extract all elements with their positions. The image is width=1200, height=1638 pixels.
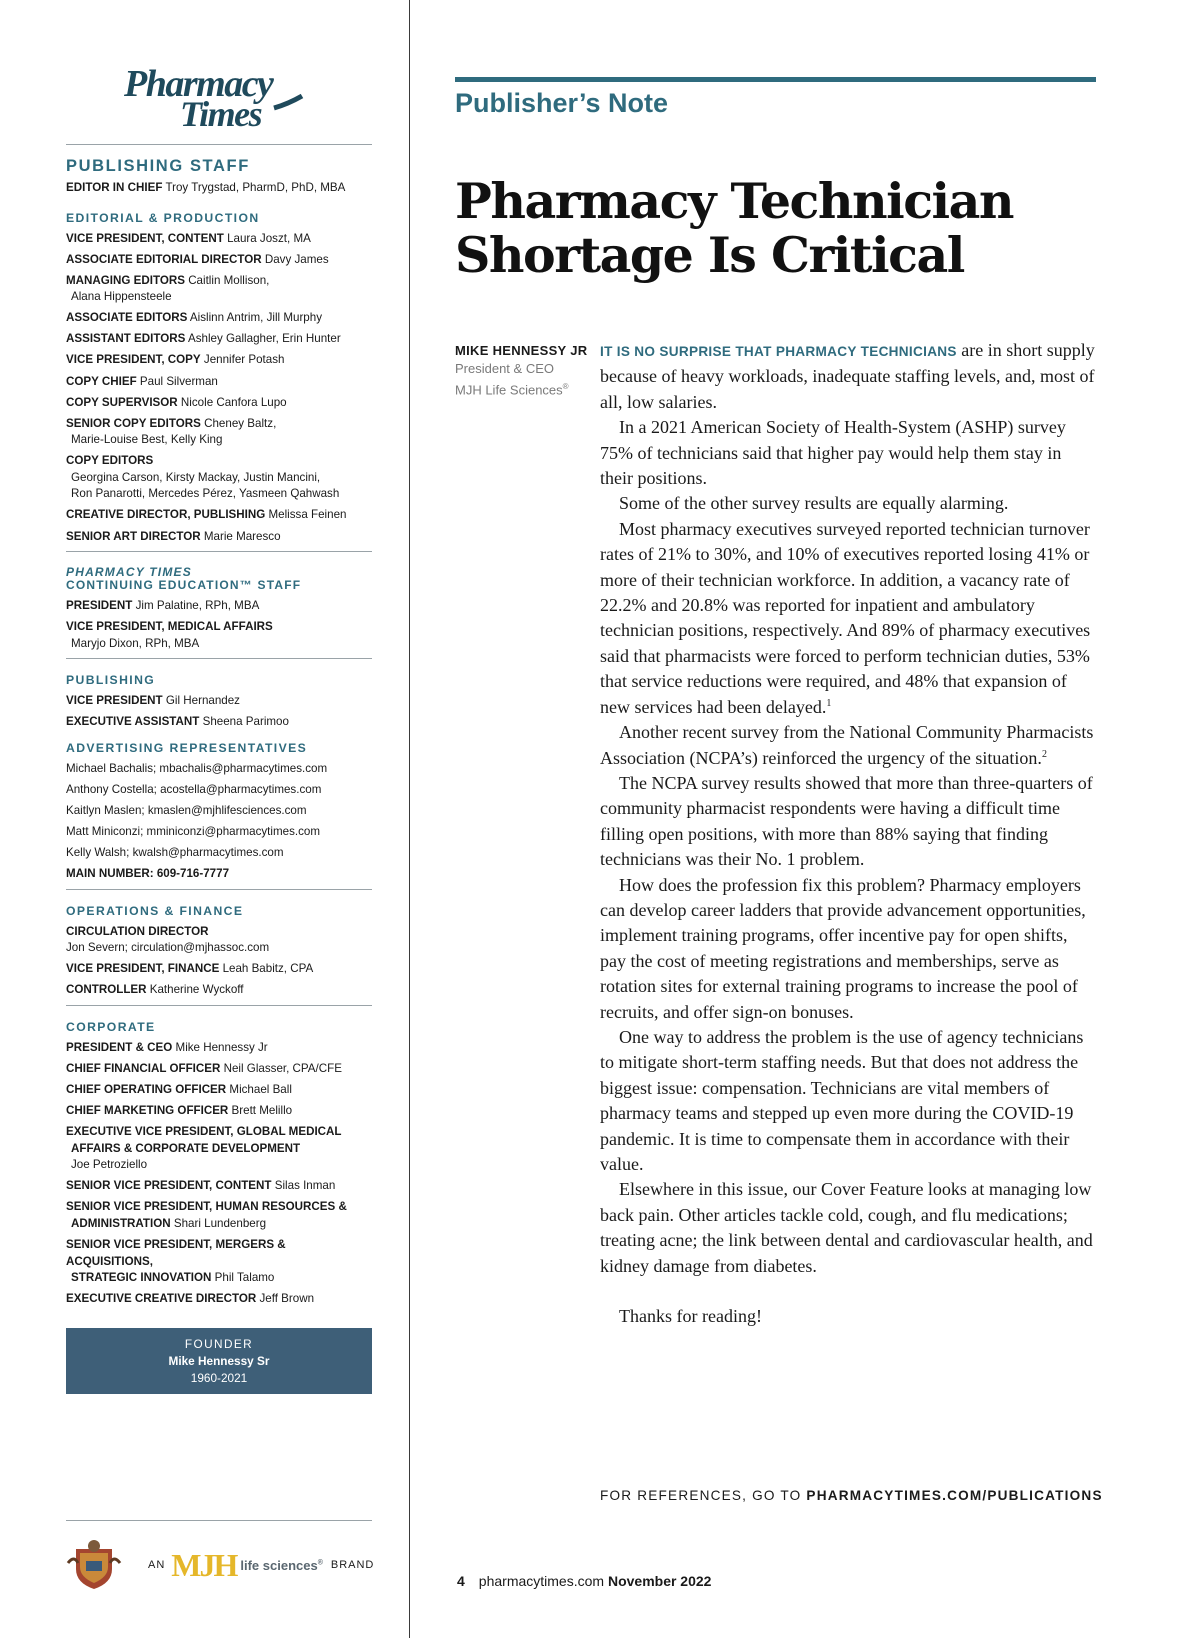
staff-entry: PRESIDENT Jim Palatine, RPh, MBA — [66, 599, 260, 613]
page-footer — [457, 1573, 711, 1589]
author-title: President & CEO — [455, 361, 554, 376]
founder-name: Mike Hennessy Sr — [168, 1353, 270, 1368]
staff-entry: VICE PRESIDENT, MEDICAL AFFAIRS Maryjo Dixon, RPh, MBA — [66, 620, 273, 650]
staff-entry: CHIEF MARKETING OFFICER Brett Melillo — [66, 1104, 293, 1118]
founder-years: 1960-2021 — [190, 1370, 248, 1385]
references-link[interactable]: PHARMACYTIMES.COM/PUBLICATIONS — [806, 1488, 1103, 1503]
staff-entry: CIRCULATION DIRECTOR Jon Severn; circulation@mjhassoc.com — [66, 924, 270, 955]
ad-rep-entry: Matt Miniconzi; mminiconzi@pharmacytimes.com — [66, 825, 321, 838]
staff-entry: EDITOR IN CHIEF Troy Trygstad, PharmD, PhD, MBA — [66, 181, 346, 194]
paragraph: Most pharmacy executives surveyed reported technician turnover rates of 21% to 30%, and 10% of executives reported losing 41% or more of their technician workforce. In addition, a vacancy rate of 22.2% and 20.8% was reported for inpatient and ambulatory technician positions, respectively. And 89% of pharmacy executives said that pharmacists were forced to perform technician duties, 53% that service reductions were required, and 48% that expansion of new services had been delayed.$^1$ — [600, 518, 1091, 717]
references-note: FOR REFERENCES, GO TO PHARMACYTIMES.COM/PUBLICATIONS — [600, 1488, 1103, 1503]
paragraph: One way to address the problem is the use of agency technicians to mitigate short-term staffing needs. But that does not address the biggest issue: compensation. Technicians are vital members of pharmacy teams and stepped up even more during the COVID-19 pandemic. It is time to compensate them in accordance with their value. — [600, 1026, 1084, 1174]
section-title: EDITORIAL & PRODUCTION — [66, 210, 260, 225]
staff-entry: COPY EDITORS Georgina Carson, Kirsty Mackay, Justin Mancini, Ron Panarotti, Mercedes Pérez, Yasmeen Qahwash — [66, 454, 340, 501]
footer-site[interactable]: pharmacytimes.com — [478, 1573, 605, 1589]
staff-entry: SENIOR VICE PRESIDENT, MERGERS & ACQUISITIONS, STRATEGIC INNOVATION Phil Talamo — [66, 1238, 286, 1285]
staff-entry: CREATIVE DIRECTOR, PUBLISHING Melissa Feinen — [66, 508, 347, 522]
paragraph: Some of the other survey results are equally alarming. — [619, 493, 1009, 514]
staff-entry: SENIOR VICE PRESIDENT, CONTENT Silas Inman — [66, 1179, 336, 1193]
brand-row — [66, 1535, 386, 1595]
reference-marker: 1 — [826, 697, 832, 709]
founder-box — [66, 1328, 372, 1394]
publishing-section — [66, 659, 372, 883]
ad-rep-entry: Michael Bachalis; mbachalis@pharmacytimes.com — [66, 761, 328, 775]
staff-entry: ASSOCIATE EDITORIAL DIRECTOR Davy James — [66, 252, 329, 266]
paragraph: In a 2021 American Society of Health-System (ASHP) survey 75% of technicians said that higher pay would help them stay in their positions. — [600, 417, 1066, 489]
vertical-divider — [409, 0, 410, 1638]
article-body — [600, 338, 1098, 1329]
author-name: MIKE HENNESSY JR — [455, 343, 588, 358]
section-title: PUBLISHING STAFF — [66, 157, 250, 175]
staff-entry: EXECUTIVE ASSISTANT Sheena Parimoo — [66, 715, 289, 729]
crest-icon — [66, 1537, 122, 1593]
founder-label: FOUNDER — [184, 1336, 254, 1351]
mjh-logo: MJH — [171, 1546, 237, 1583]
paragraph: Another recent survey from the National Community Pharmacists Association (NCPA’s) reinforced the urgency of the situation.$^2$ — [600, 722, 1094, 768]
staff-entry: EXECUTIVE VICE PRESIDENT, GLOBAL MEDICAL AFFAIRS & CORPORATE DEVELOPMENT Joe Petroziello — [66, 1125, 342, 1172]
editorial-list — [66, 231, 372, 546]
section-title: OPERATIONS & FINANCE — [66, 903, 244, 918]
section-rule — [455, 77, 1096, 82]
article-headline: Pharmacy Technician Shortage Is Critical — [455, 172, 1014, 284]
paragraph: Elsewhere in this issue, our Cover Feature looks at managing low back pain. Other articles tackle cold, cough, and flu medications; treating acne; the link between dental and cardiovascular health, and kidney damage from diabetes. — [600, 1179, 1093, 1276]
staff-entry: ASSOCIATE EDITORS Aislinn Antrim, Jill Murphy — [66, 311, 322, 325]
reference-marker: 2 — [1041, 748, 1047, 760]
ad-rep-entry: Kaitlyn Maslen; kmaslen@mjhlifesciences.com — [66, 803, 307, 817]
operations-section — [66, 890, 372, 999]
paragraph: How does the profession fix this problem? Pharmacy employers can develop career ladders that provide advancement opportunities, implement training programs, offer incentive pay for open shifts, pay the cost of meeting registrations and memberships, serve as rotation sites for external training programs to increase the pool of recruits, and offer sign-on bonuses. — [600, 874, 1086, 1022]
section-title: PUBLISHING — [66, 673, 156, 688]
paragraph: The NCPA survey results showed that more than three-quarters of community pharmacist respondents were having a difficult time filling open positions, with more than 88% saying that finding technicians was their No. 1 problem. — [600, 772, 1093, 870]
staff-entry: EXECUTIVE CREATIVE DIRECTOR Jeff Brown — [66, 1292, 315, 1306]
ad-rep-entry: Kelly Walsh; kwalsh@pharmacytimes.com — [66, 846, 284, 860]
ad-rep-entry: Anthony Costella; acostella@pharmacytimes.com — [66, 782, 322, 796]
section-title: PHARMACY TIMES CONTINUING EDUCATION™ STAFF — [66, 565, 302, 593]
logo-swoosh — [274, 96, 302, 108]
staff-entry: VICE PRESIDENT, CONTENT Laura Joszt, MA — [66, 231, 311, 245]
issue-date: November 2022 — [607, 1573, 712, 1589]
page-number: 4 — [457, 1573, 465, 1589]
corporate-section — [66, 1006, 372, 1308]
author-company: MJH Life Sciences® — [455, 382, 569, 398]
staff-entry: CHIEF OPERATING OFFICER Michael Ball — [66, 1083, 292, 1097]
staff-entry: SENIOR ART DIRECTOR Marie Maresco — [66, 529, 281, 543]
staff-entry: CONTROLLER Katherine Wyckoff — [66, 983, 244, 997]
section-label: Publisher’s Note — [455, 88, 669, 118]
masthead-sidebar — [66, 60, 372, 1394]
section-title: CORPORATE — [66, 1019, 156, 1034]
main-number: MAIN NUMBER: 609-716-7777 — [66, 867, 230, 881]
staff-entry: VICE PRESIDENT, FINANCE Leah Babitz, CPA — [66, 962, 314, 976]
brand-suffix: BRAND — [330, 1559, 375, 1571]
staff-entry: VICE PRESIDENT Gil Hernandez — [66, 694, 240, 708]
lead-in: IT IS NO SURPRISE THAT PHARMACY TECHNICIANS — [600, 344, 957, 359]
brand-prefix: AN — [148, 1559, 166, 1571]
ce-staff-section — [66, 552, 372, 652]
staff-entry: COPY CHIEF Paul Silverman — [66, 374, 218, 388]
publishing-staff-section — [66, 145, 372, 545]
staff-entry: SENIOR VICE PRESIDENT, HUMAN RESOURCES & ADMINISTRATION Shari Lundenberg — [66, 1200, 347, 1230]
staff-entry: COPY SUPERVISOR Nicole Canfora Lupo — [66, 395, 287, 409]
staff-entry: ASSISTANT EDITORS Ashley Gallagher, Erin Hunter — [66, 332, 341, 346]
staff-entry: SENIOR COPY EDITORS Cheney Baltz, Marie-Louise Best, Kelly King — [66, 416, 277, 447]
staff-entry: MANAGING EDITORS Caitlin Mollison, Alana Hippensteele — [66, 273, 270, 304]
section-title: ADVERTISING REPRESENTATIVES — [66, 740, 308, 755]
svg-text:Times: Times — [180, 94, 262, 134]
svg-text:Pharmacy: Pharmacy — [124, 63, 273, 105]
byline — [455, 342, 595, 399]
staff-entry: PRESIDENT & CEO Mike Hennessy Jr — [66, 1040, 268, 1054]
life-sciences-wordmark: life sciences® — [240, 1557, 323, 1573]
sign-off: Thanks for reading! — [619, 1306, 762, 1327]
paragraph: IT IS NO SURPRISE THAT PHARMACY TECHNICIANS are in short supply because of heavy workloads, inadequate staffing levels, and, most of all, low salaries. — [600, 340, 1095, 412]
staff-entry: VICE PRESIDENT, COPY Jennifer Potash — [66, 353, 285, 367]
divider — [66, 1520, 372, 1521]
pharmacy-times-logo — [124, 60, 314, 136]
staff-entry: CHIEF FINANCIAL OFFICER Neil Glasser, CPA/CFE — [66, 1061, 342, 1075]
